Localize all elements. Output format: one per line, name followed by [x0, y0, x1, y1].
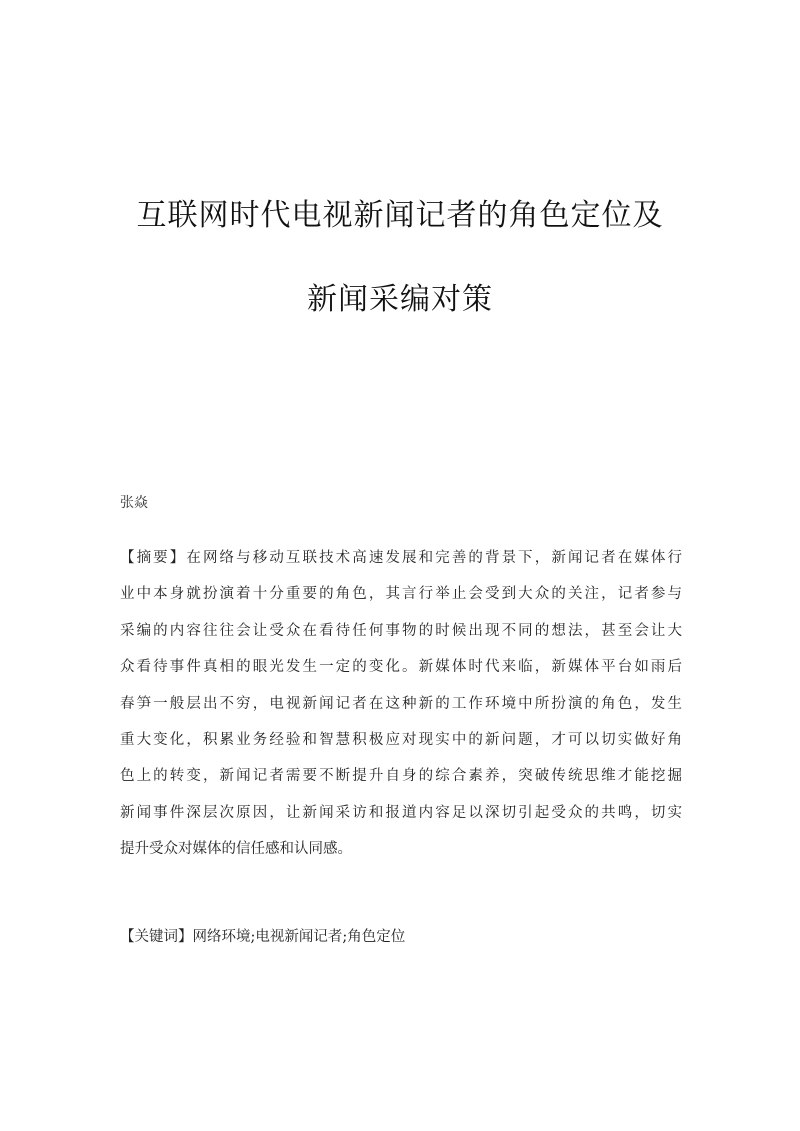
- abstract: [120, 540, 682, 868]
- author-name: 张焱: [120, 495, 148, 511]
- abstract-line: 色上的转变，新闻记者需要不断提升自身的综合素养，突破传统思维才能挖掘: [120, 768, 682, 785]
- abstract-line: 【摘要】在网络与移动互联技术高速发展和完善的背景下，新闻记者在媒体行: [120, 550, 682, 566]
- abstract-line: 业中本身就扮演着十分重要的角色，其言行举止会受到大众的关注，记者参与: [120, 586, 682, 603]
- abstract-line: 春笋一般层出不穷，电视新闻记者在这种新的工作环境中所扮演的角色，发生: [120, 695, 682, 712]
- paper-title-line-1: 互联网时代电视新闻记者的角色定位及: [136, 198, 664, 233]
- keywords: 【关键词】网络环境;电视新闻记者;角色定位: [120, 929, 406, 945]
- abstract-line: 众看待事件真相的眼光发生一定的变化。新媒体时代来临，新媒体平台如雨后: [120, 659, 682, 676]
- abstract-line: 提升受众对媒体的信任感和认同感。: [120, 841, 352, 858]
- abstract-line: 重大变化，积累业务经验和智慧积极应对现实中的新问题，才可以切实做好角: [120, 732, 682, 749]
- abstract-line: 新闻事件深层次原因，让新闻采访和报道内容足以深切引起受众的共鸣，切实: [120, 804, 682, 821]
- abstract-line: 采编的内容往往会让受众在看待任何事物的时候出现不同的想法，甚至会让大: [120, 622, 682, 639]
- paper-title-line-2: 新闻采编对策: [307, 282, 493, 317]
